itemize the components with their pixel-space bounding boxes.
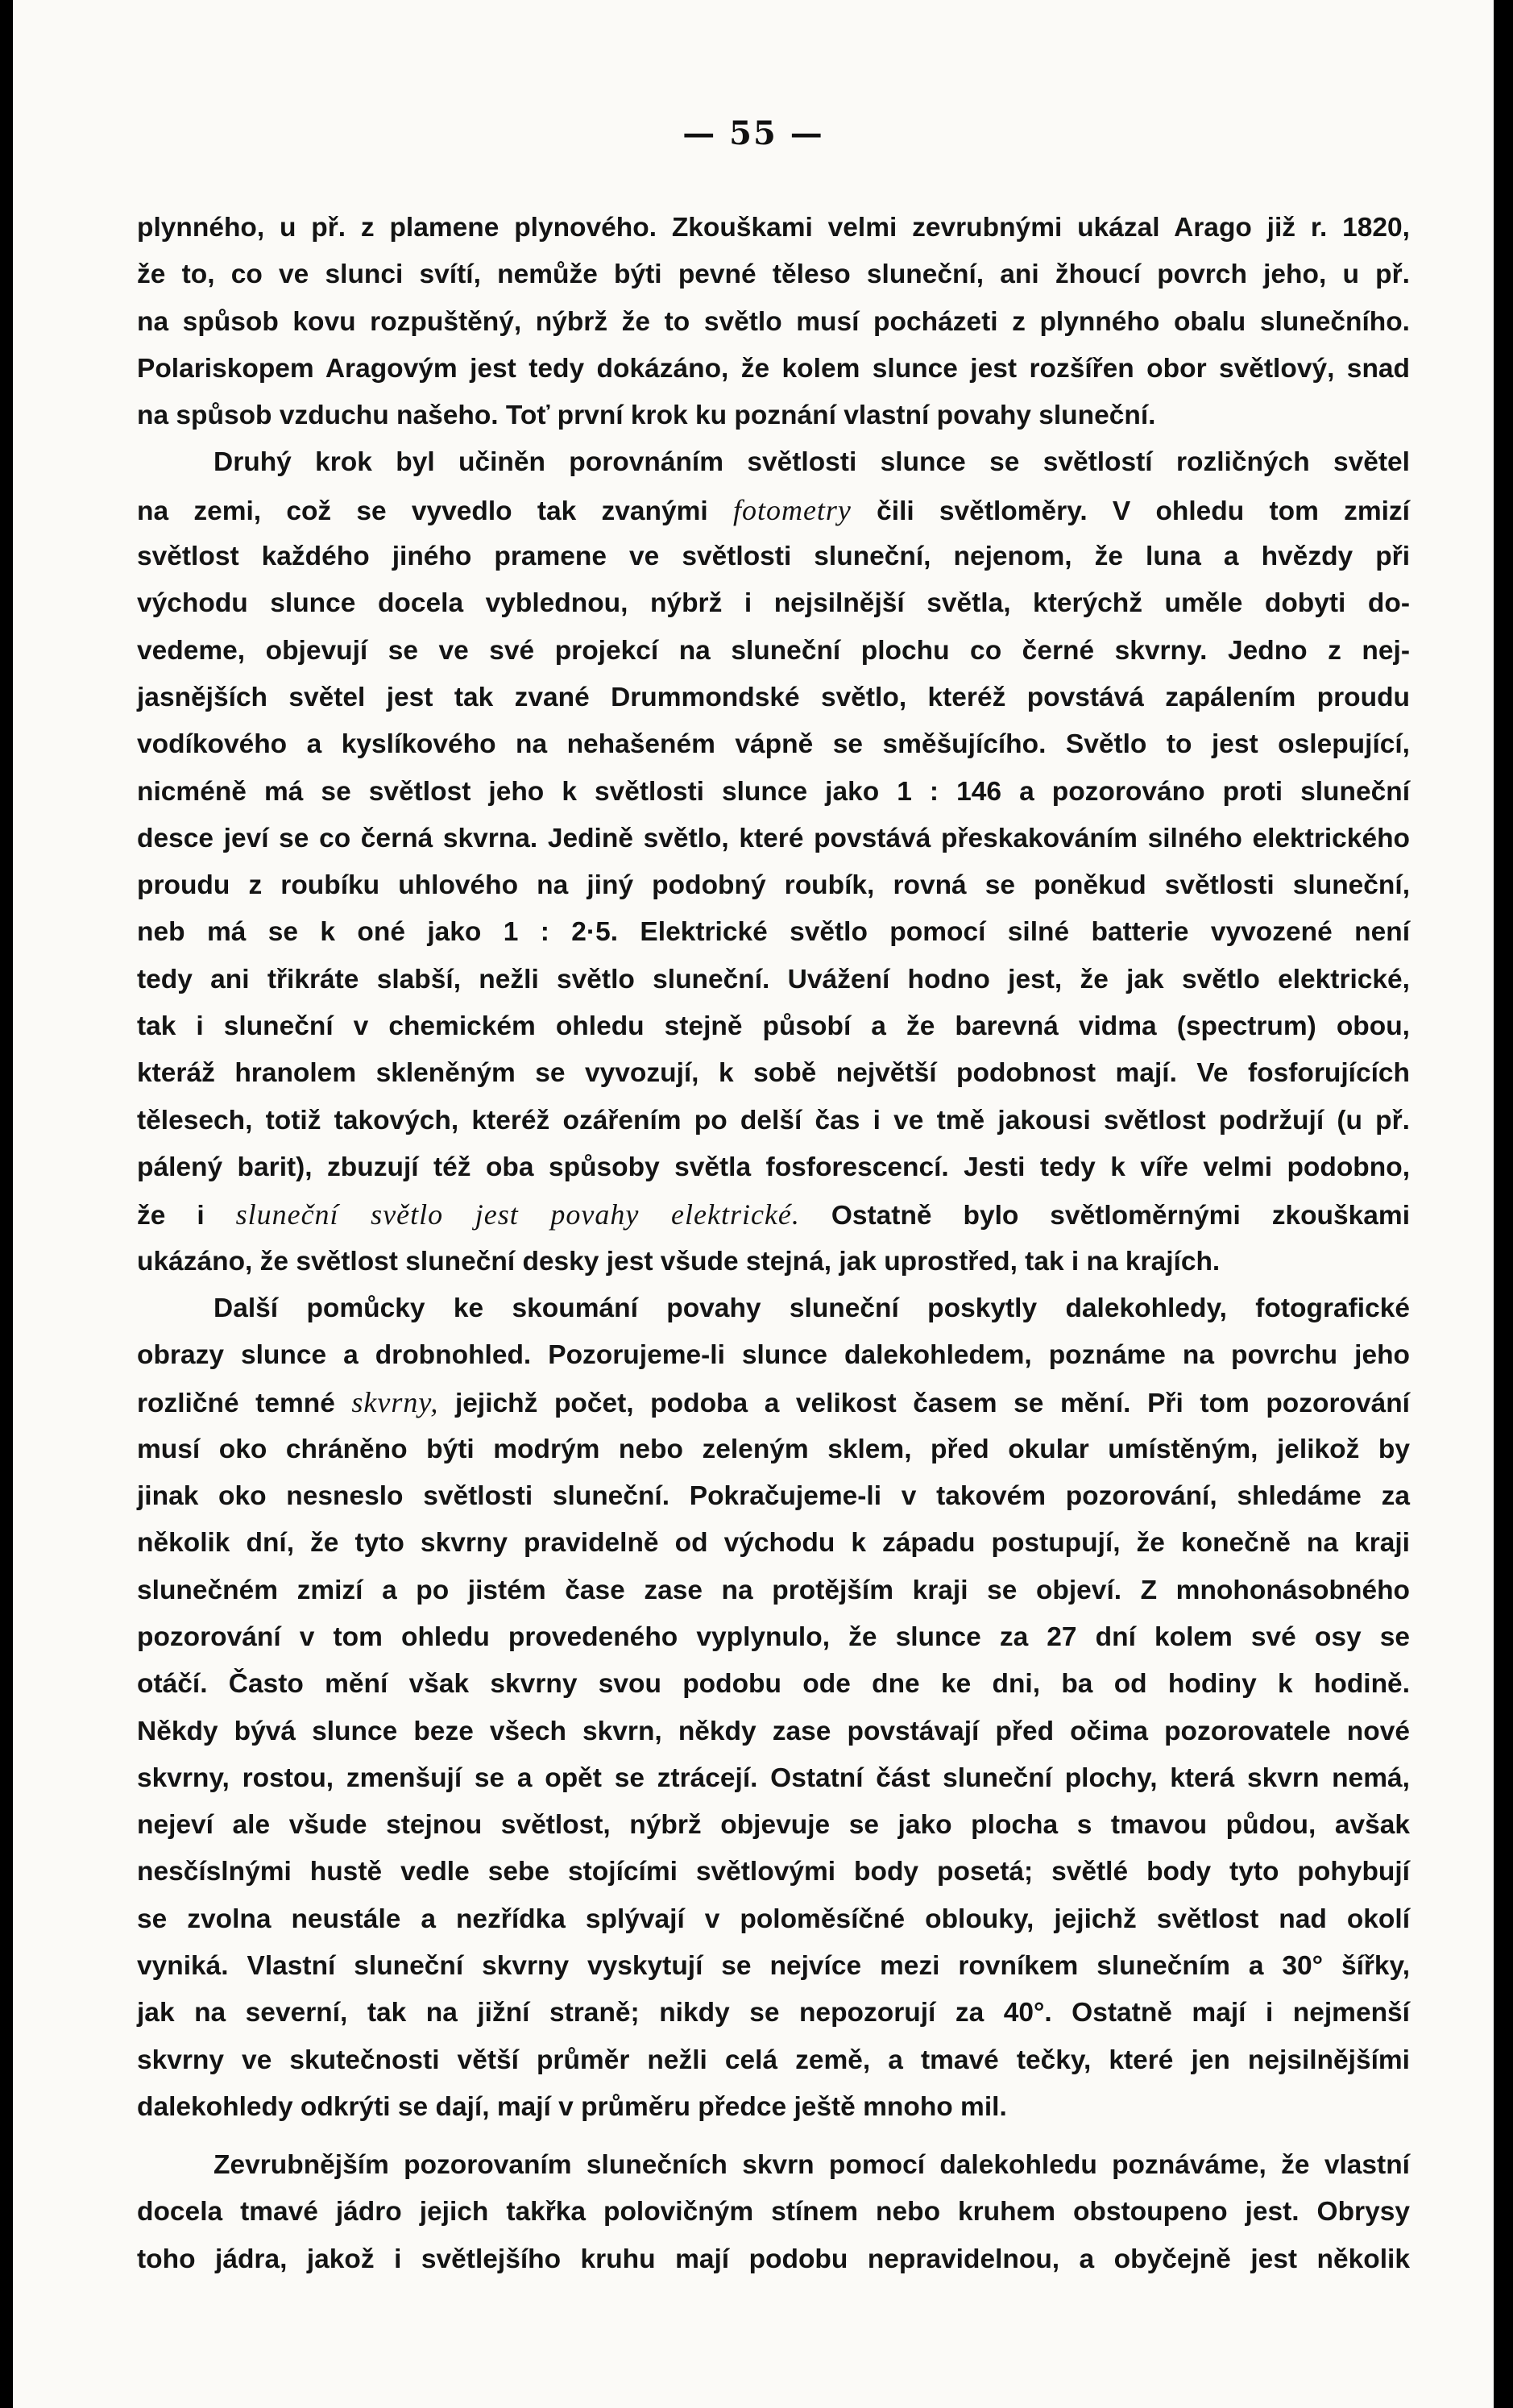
text-line: nejeví ale všude stejnou světlost, nýbrž objevuje se jako plocha s tmavou půdou, avšak bbox=[137, 1810, 1410, 1841]
text-line: kteráž hranolem skleněným se vyvozují, k sobě největší podobnost mají. Ve fosforujících bbox=[137, 1058, 1410, 1089]
text-line: východu slunce docela vyblednou, nýbrž i nejsilnější světla, kterýchž uměle dobyti do- bbox=[137, 588, 1410, 619]
text-line: skvrny, rostou, zmenšují se a opět se ztrácejí. Ostatní část sluneční plochy, která skvrn nemá, bbox=[137, 1762, 1410, 1793]
text-line: se zvolna neustále a nezřídka splývají v poloměsíčné oblouky, jejichž světlost nad okolí bbox=[137, 1904, 1410, 1934]
text-line: vedeme, objevují se ve své projekcí na sluneční plochu co černé skvrny. Jedno z nej- bbox=[137, 635, 1410, 666]
text-line: dalekohledy odkrýti se dají, mají v průměru předce ještě mnoho mil. bbox=[137, 2091, 1007, 2122]
text-run: jejichž počet, podoba a velikost časem se mění. Při tom pozorování bbox=[438, 1389, 1410, 1419]
text-run: rozličné temné bbox=[137, 1389, 352, 1419]
body-text bbox=[137, 205, 1410, 2283]
page-number: — 55 — bbox=[682, 114, 824, 152]
text-line: obrazy slunce a drobnohled. Pozorujeme-li slunce dalekohledem, poznáme na povrchu jeho bbox=[137, 1340, 1410, 1371]
text-line: toho jádra, jakož i světlejšího kruhu mají podobu nepravidelnou, a obyčejně jest několik bbox=[137, 2244, 1410, 2274]
text-run: na zemi, což se vyvedlo tak zvanými bbox=[137, 496, 733, 526]
paragraph bbox=[137, 2142, 1410, 2283]
text-line: Někdy bývá slunce beze všech skvrn, někdy zase povstávají před očima pozorovatele nové bbox=[137, 1716, 1410, 1746]
text-line: Polariskopem Aragovým jest tedy dokázáno, že kolem slunce jest rozšířen obor světlový, snad bbox=[137, 353, 1410, 384]
text-line bbox=[137, 487, 1410, 533]
text-line: tak i sluneční v chemickém ohledu stejně působí a že barevná vidma (spectrum) obou, bbox=[137, 1011, 1410, 1042]
paragraph-gap bbox=[137, 2131, 1410, 2142]
text-line: otáčí. Často mění však skvrny svou podobu ode dne ke dni, ba od hodiny k hodině. bbox=[137, 1669, 1410, 1700]
text-line: jasnějších světel jest tak zvané Drummondské světlo, kteréž povstává zapálením proudu bbox=[137, 682, 1410, 712]
text-line: několik dní, že tyto skvrny pravidelně od východu k západu postupují, že konečně na kraji bbox=[137, 1528, 1410, 1559]
italic-phrase: sluneční světlo jest povahy elektrické. bbox=[235, 1198, 800, 1231]
text-line: jinak oko nesneslo světlosti sluneční. Pokračujeme-li v takovém pozorování, shledáme za bbox=[137, 1481, 1410, 1512]
text-line: docela tmavé jádro jejich takřka polovičným stínem nebo kruhem obstoupeno jest. Obrysy bbox=[137, 2197, 1410, 2227]
paragraph bbox=[137, 439, 1410, 1285]
text-line: pozorování v tom ohledu provedeného vyplynulo, že slunce za 27 dní kolem své osy se bbox=[137, 1621, 1410, 1652]
text-line: ukázáno, že světlost sluneční desky jest všude stejná, jak uprostřed, tak i na krajích. bbox=[137, 1246, 1221, 1277]
text-line bbox=[137, 1191, 1410, 1238]
text-line: desce jeví se co černá skvrna. Jedině světlo, které povstává přeskakováním silného elektrického bbox=[137, 823, 1410, 853]
text-line: na spůsob vzduchu našeho. Toť první krok ku poznání vlastní povahy sluneční. bbox=[137, 401, 1156, 431]
text-line: jak na severní, tak na jižní straně; nikdy se nepozorují za 40°. Ostatně mají i nejmenší bbox=[137, 1998, 1410, 2028]
text-line: slunečném zmizí a po jistém čase zase na protějším kraji se objeví. Z mnohonásobného bbox=[137, 1575, 1410, 1605]
text-line: pálený barit), zbuzují též oba spůsoby světla fosforescencí. Jesti tedy k víře velmi podobno, bbox=[137, 1152, 1410, 1182]
paragraph bbox=[137, 1285, 1410, 2131]
text-line: nesčíslnými hustě vedle sebe stojícími světlovými body posetá; světlé body tyto pohybují bbox=[137, 1857, 1410, 1887]
text-line: neb má se k oné jako 1 : 2·5. Elektrické světlo pomocí silné batterie vyvozené není bbox=[137, 917, 1410, 948]
text-line bbox=[137, 1379, 1410, 1426]
text-line: Druhý krok byl učiněn porovnáním světlosti slunce se světlostí rozličných světel bbox=[213, 447, 1410, 478]
text-line: tělesech, totiž takových, kteréž ozářením po delší čas i ve tmě jakousi světlost podržují (u př. bbox=[137, 1105, 1410, 1135]
text-line: světlost každého jiného pramene ve světlosti sluneční, nejenom, že luna a hvězdy při bbox=[137, 542, 1410, 572]
text-run: Ostatně bylo světloměrnými zkouškami bbox=[799, 1201, 1410, 1231]
text-line: tedy ani třikráte slabší, nežli světlo sluneční. Uvážení hodno jest, že jak světlo elektrické, bbox=[137, 964, 1410, 994]
italic-term: fotometry bbox=[732, 493, 852, 526]
book-page bbox=[13, 0, 1494, 2408]
text-line: skvrny ve skutečnosti větší průměr nežli celá země, a tmavé tečky, které jen nejsilnějšími bbox=[137, 2045, 1410, 2075]
paragraph bbox=[137, 205, 1410, 439]
text-run: čili světloměry. V ohledu tom zmizí bbox=[851, 496, 1410, 526]
italic-term: skvrny, bbox=[351, 1386, 439, 1419]
text-line: proudu z roubíku uhlového na jiný podobný roubík, rovná se poněkud světlosti sluneční, bbox=[137, 870, 1410, 901]
text-line: Další pomůcky ke skoumání povahy sluneční poskytly dalekohledy, fotografické bbox=[213, 1293, 1410, 1323]
text-line: vodíkového a kyslíkového na nehašeném vápně se směšujícího. Světlo to jest oslepující, bbox=[137, 729, 1410, 760]
text-line: musí oko chráněno býti modrým nebo zeleným sklem, před okular umístěným, jelikož by bbox=[137, 1434, 1410, 1464]
text-line: plynného, u př. z plamene plynového. Zkouškami velmi zevrubnými ukázal Arago již r. 1820, bbox=[137, 213, 1410, 243]
text-line: vyniká. Vlastní sluneční skvrny vyskytují se nejvíce mezi rovníkem slunečním a 30° šířky, bbox=[137, 1950, 1410, 1981]
text-line: že to, co ve slunci svítí, nemůže býti pevné těleso sluneční, ani žhoucí povrch jeho, u př. bbox=[137, 259, 1410, 290]
text-run: že i bbox=[137, 1201, 236, 1231]
text-line: na spůsob kovu rozpuštěný, nýbrž že to světlo musí pocházeti z plynného obalu slunečního. bbox=[137, 306, 1410, 337]
text-line: Zevrubnějším pozorovaním slunečních skvrn pomocí dalekohledu poznáváme, že vlastní bbox=[213, 2150, 1410, 2181]
text-line: nicméně má se světlost jeho k světlosti slunce jako 1 : 146 a pozorováno proti sluneční bbox=[137, 776, 1410, 807]
